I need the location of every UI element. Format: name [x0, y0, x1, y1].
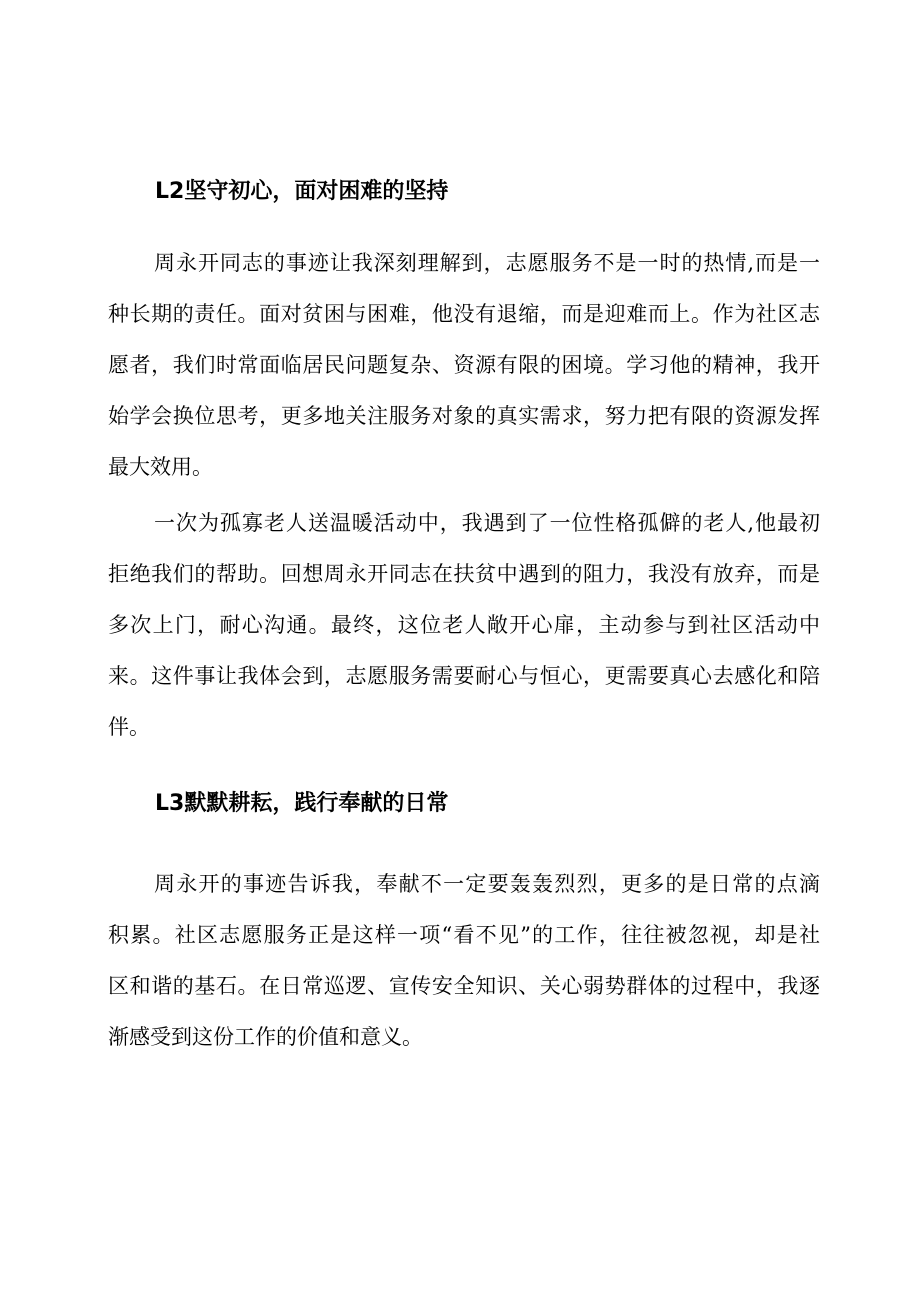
paragraph-line: 拒绝我们的帮助。回想周永开同志在扶贫中遇到的阻力，我没有放弃，而是 [108, 562, 820, 586]
paragraph [108, 498, 820, 753]
paragraph-line: 多次上门，耐心沟通。最终，这位老人敞开心扉，主动参与到社区活动中 [108, 613, 820, 637]
paragraph-line: 愿者，我们时常面临居民问题复杂、资源有限的困境。学习他的精神，我开 [108, 353, 820, 377]
paragraph-line: 周永开的事迹告诉我，奉献不一定要轰轰烈烈，更多的是日常的点滴 [154, 872, 820, 896]
paragraph-line: 周永开同志的事迹让我深刻理解到，志愿服务不是一时的热情,而是一 [154, 251, 820, 275]
paragraph-line: 最大效用。 [108, 455, 213, 479]
paragraph-line: 渐感受到这份工作的价值和意义。 [108, 1025, 423, 1049]
paragraph [108, 238, 820, 493]
section-heading: L3默默耕耘，践行奉献的日常 [155, 791, 449, 816]
paragraph-line: 种长期的责任。面对贫困与困难，他没有退缩，而是迎难而上。作为社区志 [108, 302, 820, 326]
paragraph-line: 一次为孤寡老人送温暖活动中，我遇到了一位性格孤僻的老人,他最初 [154, 511, 820, 535]
paragraph-line: 积累。社区志愿服务正是这样一项“看不见”的工作，往往被忽视，却是社 [108, 923, 820, 947]
paragraph-line: 来。这件事让我体会到，志愿服务需要耐心与恒心，更需要真心去感化和陪 [108, 664, 820, 688]
paragraph-line: 区和谐的基石。在日常巡逻、宣传安全知识、关心弱势群体的过程中，我逐 [108, 974, 820, 998]
paragraph [108, 859, 820, 1063]
paragraph-line: 伴。 [108, 715, 150, 739]
section-heading: L2坚守初心，面对困难的坚持 [155, 179, 449, 204]
paragraph-line: 始学会换位思考，更多地关注服务对象的真实需求，努力把有限的资源发挥 [108, 404, 820, 428]
